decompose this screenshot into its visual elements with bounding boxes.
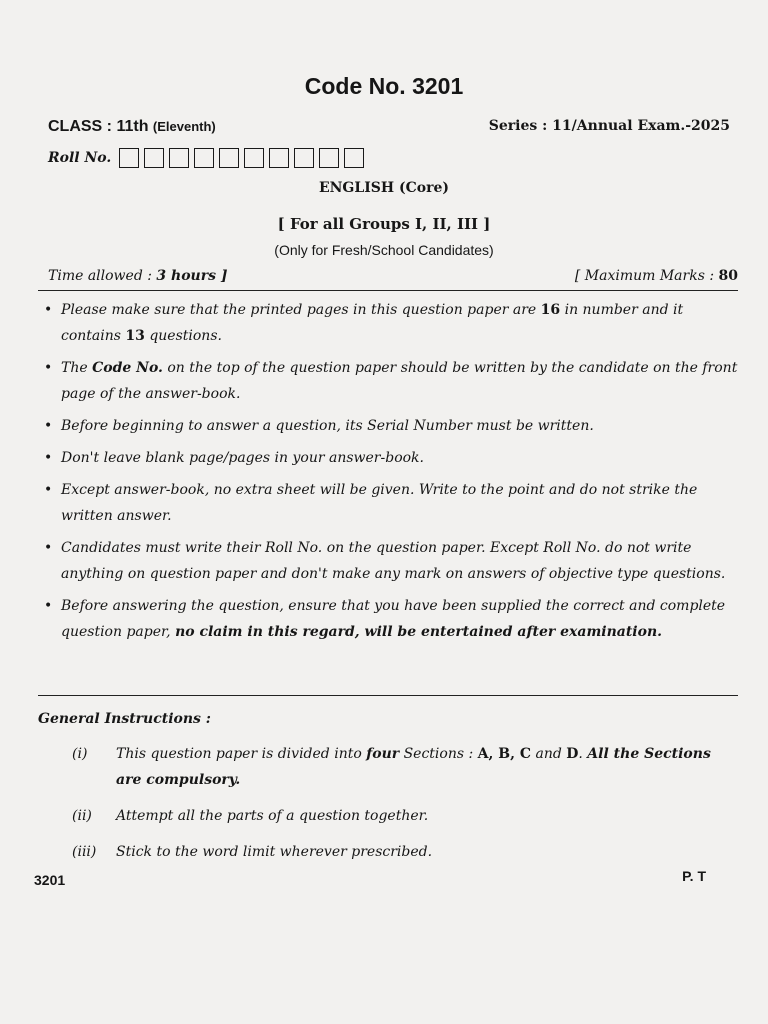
time-value: 3 hours ] bbox=[156, 268, 228, 284]
general-instruction-number: (ii) bbox=[72, 808, 92, 824]
instruction-emphasis: no claim in this regard, will be entertained after examination. bbox=[175, 624, 663, 640]
roll-number-box[interactable] bbox=[269, 148, 289, 168]
roll-number-box[interactable] bbox=[319, 148, 339, 168]
general-instruction-fragment: . bbox=[578, 746, 588, 762]
general-instruction-fragment: and bbox=[531, 746, 567, 762]
instruction-item bbox=[44, 445, 738, 471]
instruction-text: Except answer-book, no extra sheet will be given. Write to the point and do not strike the written answer. bbox=[61, 482, 698, 524]
instruction-emphasis: 16 bbox=[540, 302, 561, 318]
footer-code: 3201 bbox=[34, 872, 66, 888]
roll-number-boxes bbox=[119, 148, 369, 168]
general-instruction-item bbox=[72, 839, 736, 865]
instruction-emphasis: Code No. bbox=[92, 360, 163, 376]
candidates-note: (Only for Fresh/School Candidates) bbox=[274, 242, 494, 258]
instruction-item bbox=[44, 477, 738, 529]
instructions-divider bbox=[38, 695, 738, 696]
instruction-item bbox=[44, 297, 738, 349]
subject-title: ENGLISH (Core) bbox=[318, 180, 450, 196]
instruction-emphasis: 13 bbox=[125, 328, 145, 344]
general-instruction-number: (i) bbox=[72, 746, 88, 762]
instruction-item bbox=[44, 535, 738, 587]
instruction-text: Don't leave blank page/pages in your answer-book. bbox=[61, 450, 424, 466]
general-instruction-text bbox=[116, 741, 736, 793]
general-instruction-emphasis: All the Sections are compulsory. bbox=[116, 746, 711, 788]
general-instructions-heading: General Instructions : bbox=[38, 711, 211, 727]
general-instruction-fragment: Attempt all the parts of a question together. bbox=[116, 808, 429, 824]
general-instruction-emphasis: D bbox=[566, 746, 579, 762]
instruction-text: questions. bbox=[144, 328, 222, 344]
page-title: Code No. 3201 bbox=[304, 73, 464, 99]
instruction-item bbox=[44, 413, 738, 439]
roll-number-row bbox=[48, 148, 369, 168]
header-divider bbox=[38, 290, 738, 291]
marks-value: 80 bbox=[718, 268, 738, 284]
instruction-text: Please make sure that the printed pages in this question paper are bbox=[61, 302, 541, 318]
please-turn-over: P. T bbox=[682, 868, 706, 884]
general-instruction-number: (iii) bbox=[72, 844, 97, 860]
instruction-text: Before beginning to answer a question, its Serial Number must be written. bbox=[61, 418, 594, 434]
class-value: CLASS : 11th bbox=[48, 118, 149, 135]
instruction-text: Candidates must write their Roll No. on the question paper. Except Roll No. do not write anything on question paper and don't make any mark on answers of objective type questions. bbox=[61, 540, 726, 582]
instruction-text: on the top of the question paper should be written by the candidate on the front page of the answer-book. bbox=[61, 360, 738, 402]
time-allowed bbox=[48, 268, 227, 284]
series-label: Series : 11/Annual Exam.-2025 bbox=[488, 118, 730, 134]
instructions-list bbox=[44, 297, 738, 651]
roll-number-box[interactable] bbox=[244, 148, 264, 168]
roll-number-box[interactable] bbox=[344, 148, 364, 168]
roll-number-box[interactable] bbox=[194, 148, 214, 168]
roll-number-box[interactable] bbox=[219, 148, 239, 168]
general-instructions-list bbox=[72, 741, 736, 875]
general-instruction-text bbox=[116, 803, 428, 829]
roll-number-label: Roll No. bbox=[48, 150, 112, 166]
marks-label: [ Maximum Marks : bbox=[574, 268, 719, 284]
instruction-text: Before answering the question, ensure that you have been supplied the correct and complete question paper, bbox=[61, 598, 726, 640]
general-instruction-text bbox=[116, 839, 432, 865]
roll-number-box[interactable] bbox=[144, 148, 164, 168]
general-instruction-fragment: Stick to the word limit wherever prescribed. bbox=[116, 844, 433, 860]
class-label bbox=[48, 118, 216, 136]
instruction-item bbox=[44, 593, 738, 645]
groups-line: [ For all Groups I, II, III ] bbox=[277, 215, 491, 233]
general-instruction-fragment: This question paper is divided into bbox=[116, 746, 367, 762]
instruction-text: in number and it contains bbox=[61, 302, 684, 344]
general-instruction-fragment: Sections : bbox=[399, 746, 478, 762]
time-label: Time allowed : bbox=[48, 268, 157, 284]
roll-number-box[interactable] bbox=[294, 148, 314, 168]
general-instruction-item bbox=[72, 803, 736, 829]
instruction-text: The bbox=[61, 360, 93, 376]
roll-number-box[interactable] bbox=[119, 148, 139, 168]
maximum-marks bbox=[575, 268, 738, 284]
general-instruction-item bbox=[72, 741, 736, 793]
roll-number-box[interactable] bbox=[169, 148, 189, 168]
class-subtext: (Eleventh) bbox=[152, 119, 216, 134]
general-instruction-emphasis: four bbox=[366, 746, 400, 762]
instruction-item bbox=[44, 355, 738, 407]
general-instruction-emphasis: A, B, C bbox=[477, 746, 532, 762]
